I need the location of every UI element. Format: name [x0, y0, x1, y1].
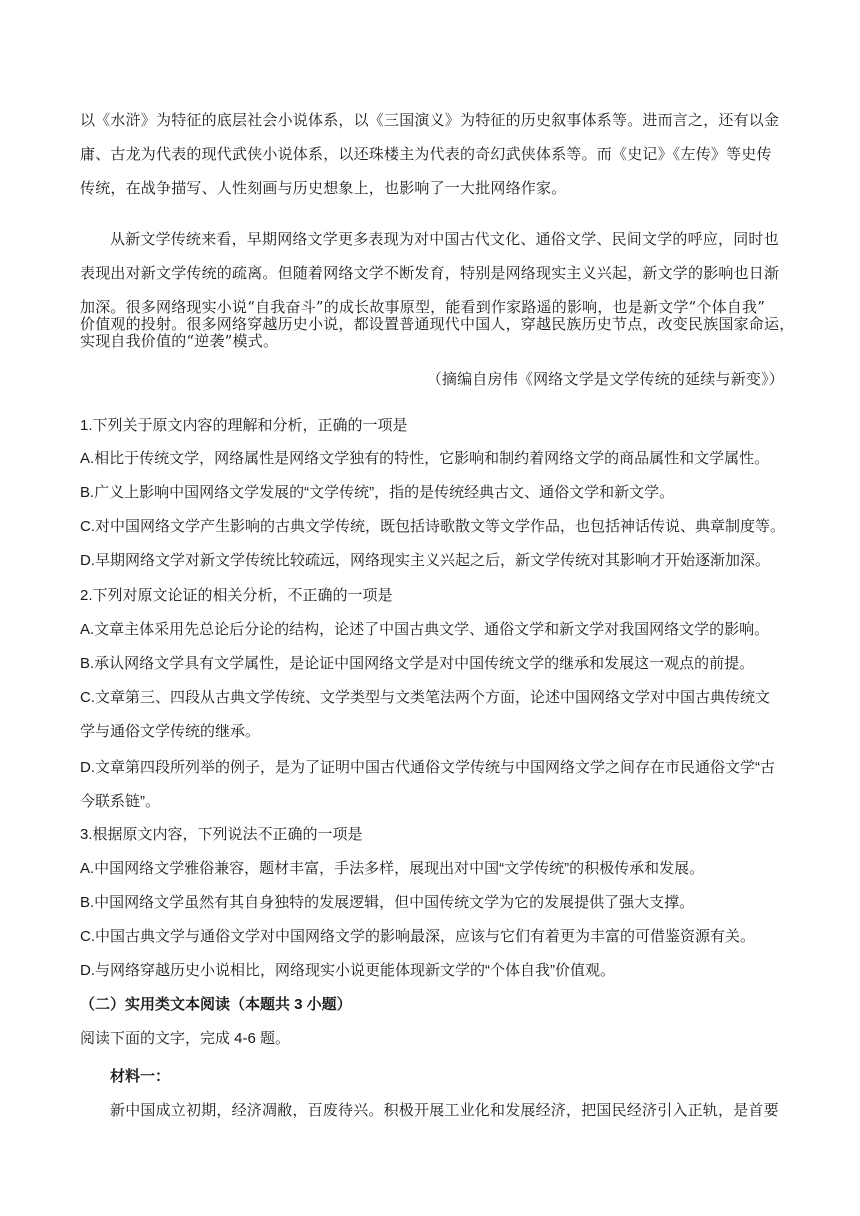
- option-c: C.文章第三、四段从古典文学传统、文学类型与文类笔法两个方面，论述中国网络文学对中国古典传统文: [80, 689, 771, 706]
- passage-line: 表现出对新文学传统的疏离。但随着网络文学不断发育，特别是网络现实主义兴起，新文学的影响也日渐: [80, 264, 780, 282]
- passage-line: 庸、古龙为代表的现代武侠小说体系，以还珠楼主为代表的奇幻武侠体系等。而《史记》《左传》等史传: [80, 145, 772, 163]
- question-stem: 2.下列对原文论证的相关分析，不正确的一项是: [80, 587, 393, 604]
- material-line: 新中国成立初期，经济凋敝，百废待兴。积极开展工业化和发展经济，把国民经济引入正轨，是首要: [110, 1101, 779, 1119]
- option-a: A.中国网络文学雅俗兼容，题材丰富，手法多样，展现出对中国“文学传统”的积极传承和发展。: [80, 860, 705, 877]
- section-instruction: 阅读下面的文字，完成 4-6 题。: [80, 1030, 291, 1047]
- option-c-cont: 学与通俗文学传统的继承。: [80, 723, 261, 740]
- option-d-cont: 今联系链”。: [80, 793, 160, 810]
- passage-line: 传统，在战争描写、人性刻画与历史想象上，也影响了一大批网络作家。: [80, 179, 567, 197]
- option-a: A.相比于传统文学，网络属性是网络文学独有的特性，它影响和制约着网络文学的商品属性和文学属性。: [80, 450, 770, 467]
- option-b: B.广义上影响中国网络文学发展的“文学传统”，指的是传统经典古文、通俗文学和新文学。: [80, 484, 675, 501]
- option-b: B.中国网络文学虽然有其自身独特的发展逻辑，但中国传统文学为它的发展提供了强大支撑。: [80, 894, 695, 911]
- question-stem: 1.下列关于原文内容的理解和分析，正确的一项是: [80, 417, 408, 434]
- passage-line: 实现自我价值的“逆袭”模式。: [80, 332, 279, 350]
- option-c: C.对中国网络文学产生影响的古典文学传统，既包括诗歌散文等文学作品，也包括神话传说、典章制度等。: [80, 518, 786, 535]
- option-d: D.与网络穿越历史小说相比，网络现实小说更能体现新文学的“个体自我”价值观。: [80, 962, 615, 979]
- option-b: B.承认网络文学具有文学属性，是论证中国网络文学是对中国传统文学的继承和发展这一观点的前提。: [80, 655, 755, 672]
- material-label: 材料一：: [110, 1067, 171, 1085]
- source-citation: （摘编自房伟《网络文学是文学传统的延续与新变》）: [426, 370, 784, 388]
- passage-line: 以《水浒》为特征的底层社会小说体系，以《三国演义》为特征的历史叙事体系等。进而言之，还有以金: [80, 111, 780, 129]
- passage-line: 价值观的投射。很多网络穿越历史小说，都设置普通现代中国人，穿越民族历史节点，改变民族国家命运，: [80, 315, 795, 333]
- passage-line: 加深。很多网络现实小说“自我奋斗”的成长故事原型，能看到作家路遥的影响，也是新文学“个体自我”: [80, 298, 766, 316]
- question-stem: 3.根据原文内容，下列说法不正确的一项是: [80, 826, 363, 843]
- option-a: A.文章主体采用先总论后分论的结构，论述了中国古典文学、通俗文学和新文学对我国网络文学的影响。: [80, 621, 770, 638]
- option-c: C.中国古典文学与通俗文学对中国网络文学的影响最深，应该与它们有着更为丰富的可借鉴资源有关。: [80, 928, 756, 945]
- section-heading: （二）实用类文本阅读（本题共 3 小题）: [80, 996, 352, 1013]
- option-d: D.早期网络文学对新文学传统比较疏远，网络现实主义兴起之后，新文学传统对其影响才开始逐渐加深。: [80, 552, 771, 569]
- option-d: D.文章第四段所列举的例子，是为了证明中国古代通俗文学传统与中国网络文学之间存在市民通俗文学“古: [80, 759, 775, 776]
- passage-line: 从新文学传统来看，早期网络文学更多表现为对中国古代文化、通俗文学、民间文学的呼应，同时也: [110, 230, 779, 248]
